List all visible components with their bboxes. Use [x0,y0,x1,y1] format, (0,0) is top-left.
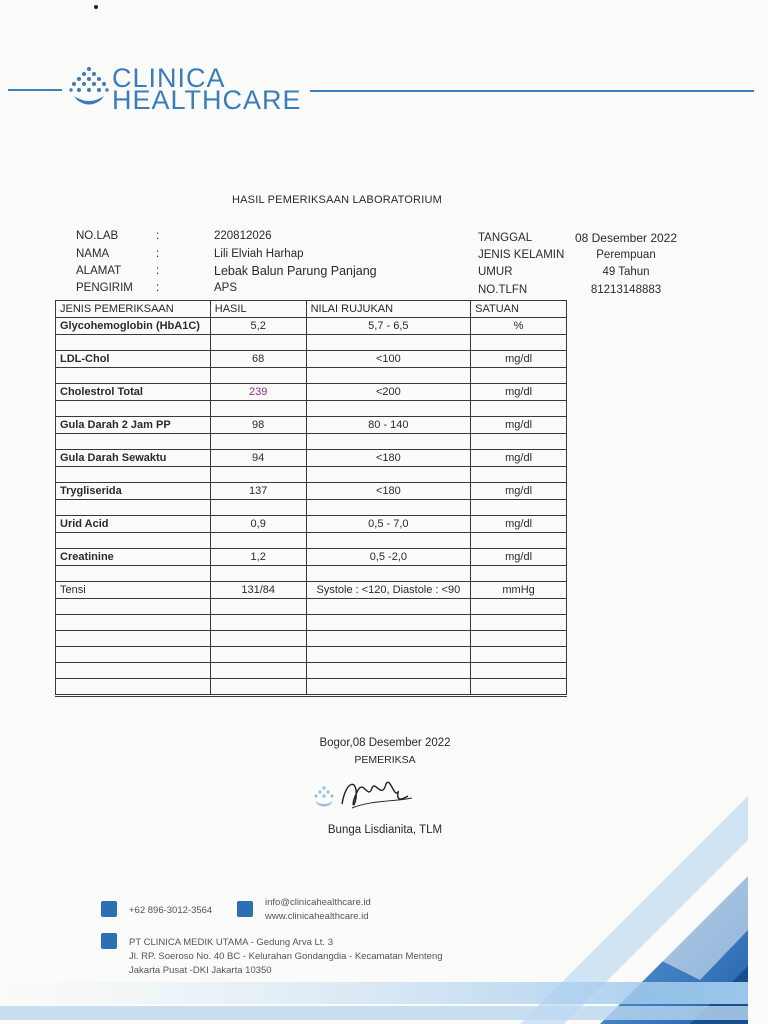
header-line-left [8,89,62,91]
table-row [56,417,567,434]
website-url: www.clinicahealthcare.id [265,911,369,922]
info-value: 220812026 [214,230,272,242]
info-row [76,229,377,247]
test-result-highlighted: 239 [210,384,306,401]
spacer-row [56,401,567,417]
phone-icon [101,901,117,917]
spacer-row [56,335,567,351]
info-label: UMUR [478,266,513,278]
address-line1: PT CLINICA MEDIK UTAMA - Gedung Arva Lt. 3 [129,937,333,948]
test-reference: <180 [306,483,471,500]
patient-info-left [76,229,377,298]
test-unit: mg/dl [471,384,567,401]
email-icon [237,901,253,917]
table-row [56,516,567,533]
info-value: 08 Desember 2022 [574,231,678,245]
info-row [76,247,377,264]
patient-info-right [478,231,698,300]
table-row [56,582,567,599]
header-cell: HASIL [210,301,306,318]
test-result: 94 [210,450,306,467]
info-label: NO.LAB [76,230,119,242]
spacer-row [56,500,567,516]
test-result: 98 [210,417,306,434]
test-name: Gula Darah Sewaktu [56,450,211,467]
info-value: Lili Elviah Harhap [214,248,304,260]
test-reference: Systole : <120, Diastole : <90 [306,582,471,599]
test-unit: mg/dl [471,483,567,500]
phone-number: +62 896-3012-3564 [129,905,213,916]
info-value: 81213148883 [590,284,662,296]
signature-name: Bunga Lisdianita, TLM [327,824,443,836]
brand-name-line1: CLINICA [112,63,226,93]
test-result: 1,2 [210,549,306,566]
results-table [55,300,567,697]
spacer-row [56,368,567,384]
test-name: Urid Acid [56,516,211,533]
table-row [56,450,567,467]
header-cell: JENIS PEMERIKSAAN [56,301,211,318]
test-name: Cholestrol Total [56,384,211,401]
spacer-row [56,434,567,450]
info-label: NAMA [76,248,110,260]
table-row [56,384,567,401]
info-label: TANGGAL [478,232,533,244]
info-colon: : [156,248,160,260]
info-colon: : [156,230,160,242]
info-row [478,283,698,300]
test-name: Creatinine [56,549,211,566]
top-dot [94,5,98,9]
info-row [76,281,377,298]
info-value: Lebak Balun Parung Panjang [214,264,377,278]
info-colon: : [156,265,160,277]
table-row [56,483,567,500]
empty-row [56,663,567,679]
info-value: APS [214,282,238,294]
signature-role: PEMERIKSA [354,754,416,766]
empty-row [56,599,567,615]
email-address: info@clinicahealthcare.id [265,897,371,908]
test-name: Glycohemoglobin (HbA1C) [56,318,211,335]
test-reference: <100 [306,351,471,368]
info-row [478,265,698,283]
test-reference: 5,7 - 6,5 [306,318,471,335]
test-name: Trygliserida [56,483,211,500]
test-reference: 0,5 - 7,0 [306,516,471,533]
test-reference: 0,5 -2,0 [306,549,471,566]
test-unit: mg/dl [471,516,567,533]
table-row [56,549,567,566]
test-name: Gula Darah 2 Jam PP [56,417,211,434]
header-cell: NILAI RUJUKAN [306,301,471,318]
empty-row [56,615,567,631]
test-unit: mg/dl [471,417,567,434]
test-result: 5,2 [210,318,306,335]
info-value: 49 Tahun [602,266,650,278]
location-icon [101,933,117,949]
spacer-row [56,566,567,582]
spacer-row [56,533,567,549]
test-unit: % [471,318,567,335]
info-label: PENGIRIM [76,282,133,294]
address-line3: Jakarta Pusat -DKI Jakarta 10350 [129,965,272,976]
test-result: 137 [210,483,306,500]
header-line-right [310,90,754,92]
empty-row [56,631,567,647]
test-result: 131/84 [210,582,306,599]
test-name: Tensi [56,582,211,599]
table-row [56,318,567,335]
header-cell: SATUAN [471,301,567,318]
address-line2: Jl. RP. Soeroso No. 40 BC - Kelurahan Gondangdia - Kecamatan Menteng [129,951,443,962]
info-colon: : [156,282,160,294]
clinica-logo-icon [68,66,110,110]
info-row [478,231,698,248]
test-reference: 80 - 140 [306,417,471,434]
info-row [478,248,698,265]
test-result: 0,9 [210,516,306,533]
test-result: 68 [210,351,306,368]
table-row [56,351,567,368]
info-label: ALAMAT [76,265,122,277]
info-label: NO.TLFN [478,284,528,296]
brand-name-line2: HEALTHCARE [112,85,302,115]
info-row [76,264,377,281]
empty-row [56,679,567,696]
test-unit: mmHg [471,582,567,599]
test-name: LDL-Chol [56,351,211,368]
test-unit: mg/dl [471,549,567,566]
test-unit: mg/dl [471,351,567,368]
info-value: Perempuan [596,249,656,261]
test-unit: mg/dl [471,450,567,467]
spacer-row [56,467,567,483]
test-reference: <200 [306,384,471,401]
table-header-row [56,301,567,318]
signature-place-date: Bogor,08 Desember 2022 [319,737,451,749]
document-title: HASIL PEMERIKSAAN LABORATORIUM [232,194,442,206]
test-reference: <180 [306,450,471,467]
empty-row [56,647,567,663]
info-label: JENIS KELAMIN [478,249,565,261]
